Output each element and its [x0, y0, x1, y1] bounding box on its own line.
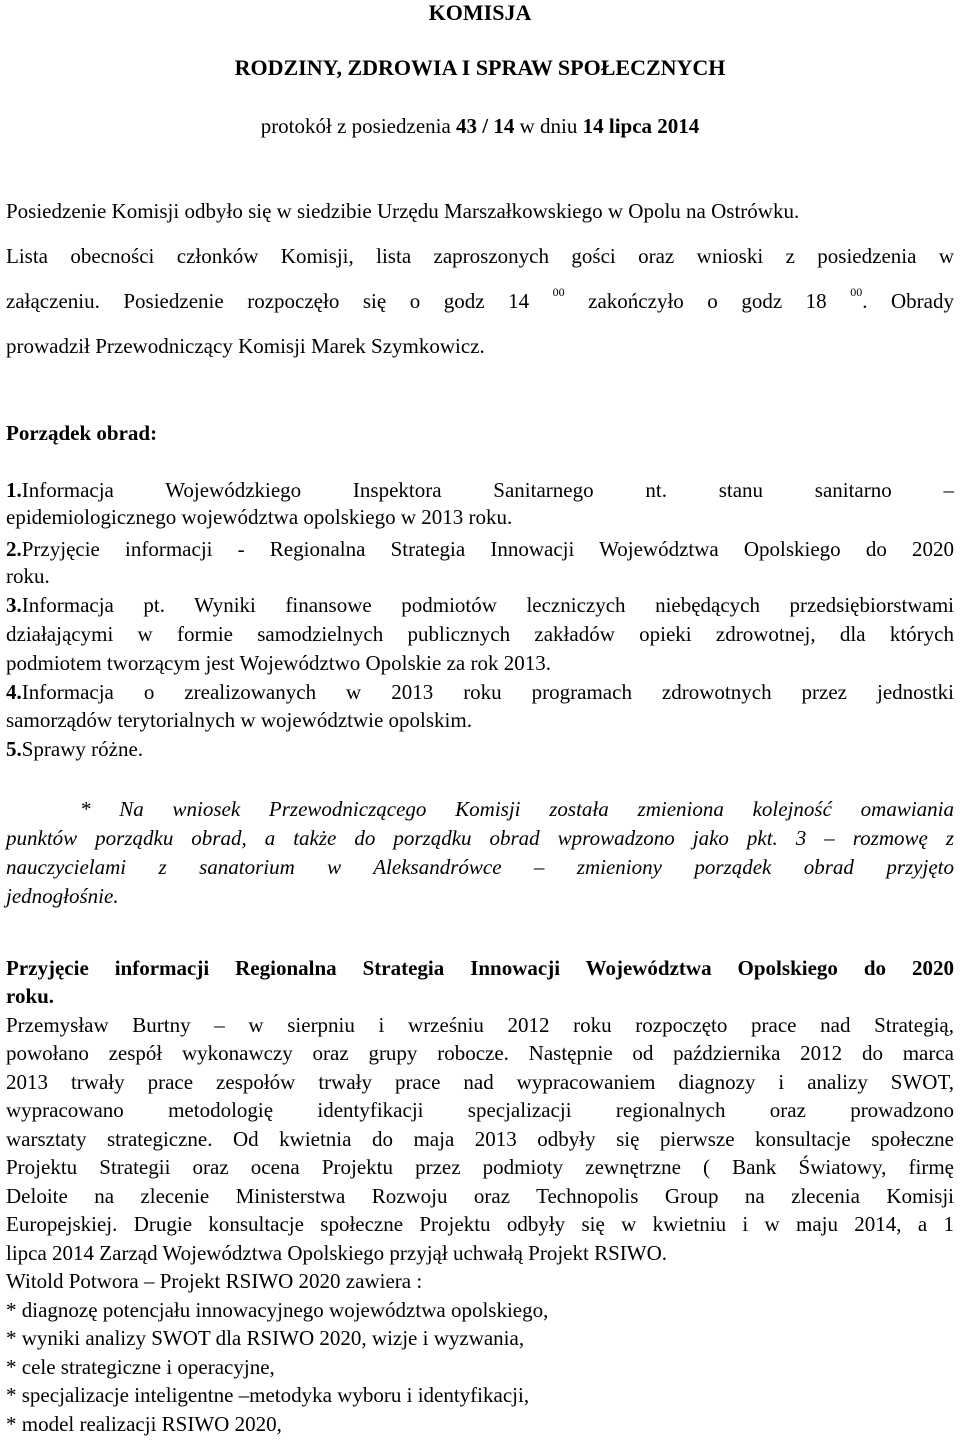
list-item: * cele strategiczne i operacyjne, — [6, 1355, 275, 1379]
intro-line: prowadził Przewodniczący Komisji Marek Szymkowicz. — [6, 334, 485, 358]
section-paragraph-line: Przemysław Burtny – w sierpniu i wrześniu 2012 roku rozpoczęto prace nad Strategią, — [6, 1013, 954, 1037]
intro-line: załączeniu. Posiedzenie rozpoczęło się o godz 14 $^{00}$ zakończyło o godz 18 $^{00}$. Obrady — [6, 285, 954, 313]
agenda-heading: Porządek obrad: — [6, 421, 158, 445]
list-item: * wyniki analizy SWOT dla RSIWO 2020, wizje i wyzwania, — [6, 1326, 525, 1350]
section-paragraph-line: lipca 2014 Zarząd Województwa Opolskiego przyjął uchwałą Projekt RSIWO. — [6, 1241, 667, 1265]
list-item: * specjalizacje inteligentne –metodyka wyboru i identyfikacji, — [6, 1383, 530, 1407]
list-item: * model realizacji RSIWO 2020, — [6, 1412, 282, 1436]
section-paragraph-line: Witold Potwora – Projekt RSIWO 2020 zawiera : — [6, 1269, 423, 1293]
section-paragraph-line: wypracowano metodologię identyfikacji specjalizacji regionalnych oraz prowadzono — [6, 1098, 954, 1122]
agenda-item-3-cont: podmiotem tworzącym jest Województwo Opolskie za rok 2013. — [6, 651, 551, 675]
agenda-item-2: 2.Przyjęcie informacji - Regionalna Strategia Innowacji Województwa Opolskiego do 2020 — [6, 537, 954, 561]
agenda-item-4: 4.Informacja o zrealizowanych w 2013 roku programach zdrowotnych przez jednostki — [6, 680, 954, 704]
section-paragraph-line: powołano zespół wykonawczy oraz grupy robocze. Następnie od października 2012 do marca — [6, 1041, 954, 1065]
section-paragraph-line: 2013 trwały prace zespołów trwały prace nad wypracowaniem diagnozy i analizy SWOT, — [6, 1070, 954, 1094]
agenda-item-3: 3.Informacja pt. Wyniki finansowe podmiotów leczniczych niebędących przedsiębiorstwami — [6, 593, 954, 617]
note-line: * Na wniosek Przewodniczącego Komisji została zmieniona kolejność omawiania — [80, 797, 954, 821]
section-heading-cont: roku. — [6, 984, 55, 1008]
document-title: KOMISJA — [428, 0, 532, 25]
note-line: punktów porządku obrad, a także do porządku obrad wprowadzono jako pkt. 3 – rozmowę z — [6, 826, 954, 850]
list-item: * diagnozę potencjału innowacyjnego województwa opolskiego, — [6, 1298, 549, 1322]
agenda-item-2-cont: roku. — [6, 564, 50, 588]
section-heading: Przyjęcie informacji Regionalna Strategia Innowacji Województwa Opolskiego do 2020 — [6, 956, 954, 980]
section-paragraph-line: Europejskiej. Drugie konsultacje społeczne Projektu odbyły się w kwietniu i w maju 2014, a 1 — [6, 1212, 954, 1236]
intro-line: Posiedzenie Komisji odbyło się w siedzibie Urzędu Marszałkowskiego w Opolu na Ostrówku. — [6, 199, 800, 223]
protocol-line: protokół z posiedzenia 43 / 14 w dniu 14 lipca 2014 — [260, 114, 700, 138]
section-paragraph-line: warsztaty strategiczne. Od kwietnia do maja 2013 odbyły się pierwsze konsultacje społeczne — [6, 1127, 954, 1151]
note-line: nauczycielami z sanatorium w Aleksandrówce – zmieniony porządek obrad przyjęto — [6, 855, 954, 879]
committee-name: RODZINY, ZDROWIA I SPRAW SPOŁECZNYCH — [234, 55, 726, 80]
agenda-item-1-cont: epidemiologicznego województwa opolskiego w 2013 roku. — [6, 505, 513, 529]
agenda-item-1: 1.Informacja Wojewódzkiego Inspektora Sanitarnego nt. stanu sanitarno – — [6, 478, 954, 502]
protocol-number: 43 / 14 — [456, 114, 515, 138]
section-paragraph-line: Projektu Strategii oraz ocena Projektu przez podmioty zewnętrzne ( Bank Światowy, firmę — [6, 1155, 954, 1179]
agenda-item-4-cont: samorządów terytorialnych w województwie opolskim. — [6, 708, 472, 732]
agenda-item-5: 5.Sprawy różne. — [6, 737, 144, 761]
note-line: jednogłośnie. — [6, 884, 119, 908]
protocol-date: 14 lipca 2014 — [582, 114, 700, 138]
section-paragraph-line: Deloite na zlecenie Ministerstwa Rozwoju oraz Technopolis Group na zlecenia Komisji — [6, 1184, 954, 1208]
agenda-item-3-cont: działającymi w formie samodzielnych publicznych zakładów opieki zdrowotnej, dla których — [6, 622, 954, 646]
intro-line: Lista obecności członków Komisji, lista zaproszonych gości oraz wnioski z posiedzenia w — [6, 244, 954, 268]
